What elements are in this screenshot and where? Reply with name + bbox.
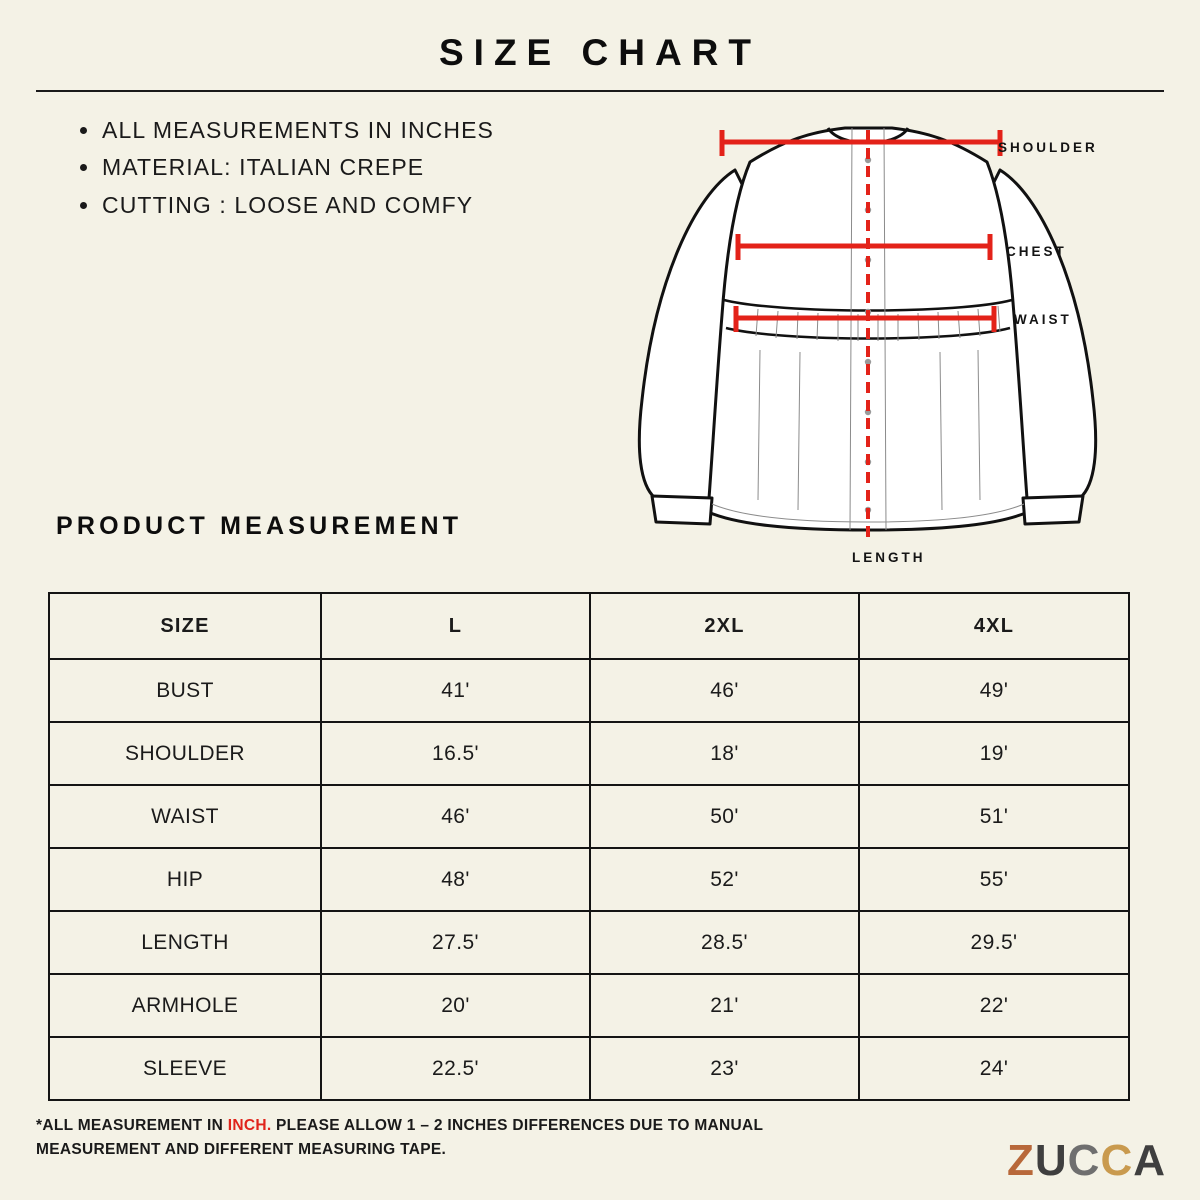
measurement-table [48,592,1130,1101]
garment-illustration [600,100,1160,590]
table-header-row [49,593,1129,659]
row-label: ARMHOLE [49,974,321,1037]
row-label: WAIST [49,785,321,848]
cell-2xl: 28.5' [590,911,859,974]
column-header-l: L [321,593,590,659]
cell-l: 48' [321,848,590,911]
cell-2xl: 21' [590,974,859,1037]
row-label: LENGTH [49,911,321,974]
cell-4xl: 55' [859,848,1129,911]
cell-4xl: 51' [859,785,1129,848]
row-label: HIP [49,848,321,911]
cell-l: 41' [321,659,590,722]
column-header-4xl: 4XL [859,593,1129,659]
cell-4xl: 19' [859,722,1129,785]
table-row [49,974,1129,1037]
callout-waist: WAIST [1014,312,1072,327]
table-row [49,659,1129,722]
cell-l: 20' [321,974,590,1037]
row-label: SHOULDER [49,722,321,785]
table-row [49,911,1129,974]
cell-4xl: 49' [859,659,1129,722]
table-row [49,848,1129,911]
logo-letter-u: U [1034,1136,1068,1185]
cell-4xl: 29.5' [859,911,1129,974]
table-row [49,722,1129,785]
row-label: SLEEVE [49,1037,321,1100]
cell-l: 46' [321,785,590,848]
page-title: SIZE CHART [439,32,761,73]
table-row [49,1037,1129,1100]
table-row [49,785,1129,848]
logo-letter-a: A [1133,1136,1166,1185]
cell-2xl: 18' [590,722,859,785]
cell-l: 16.5' [321,722,590,785]
callout-shoulder: SHOULDER [998,140,1098,155]
measurement-table-wrap [48,592,1128,1101]
cell-l: 27.5' [321,911,590,974]
column-header-2xl: 2XL [590,593,859,659]
cell-4xl: 22' [859,974,1129,1037]
list-item: MATERIAL: ITALIAN CREPE [76,149,1164,186]
logo-letter-c1: C [1067,1136,1101,1185]
footnote-highlight: INCH. [227,1117,272,1134]
title-divider [36,90,1164,92]
cell-2xl: 46' [590,659,859,722]
footnote-part-2: PLEASE ALLOW 1 – 2 INCHES DIFFERENCES DUE TO MANUAL MEASUREMENT AND DIFFERENT MEASURING TAPE. [36,1117,763,1159]
callout-length: LENGTH [852,550,926,565]
callout-chest: CHEST [1006,244,1067,259]
list-item: CUTTING : LOOSE AND COMFY [76,187,1164,224]
section-heading: PRODUCT MEASUREMENT [56,512,463,540]
column-header-size: SIZE [49,593,321,659]
cell-2xl: 52' [590,848,859,911]
blouse-drawing-icon [600,100,1160,590]
footnote [36,1114,866,1162]
cell-2xl: 23' [590,1037,859,1100]
logo-letter-z: Z [1006,1136,1035,1185]
list-item: ALL MEASUREMENTS IN INCHES [76,112,1164,149]
brand-logo [1007,1136,1166,1186]
row-label: BUST [49,659,321,722]
logo-letter-c2: C [1100,1136,1134,1185]
cell-2xl: 50' [590,785,859,848]
cell-4xl: 24' [859,1037,1129,1100]
footnote-part-1: *ALL MEASUREMENT IN [36,1117,228,1134]
cell-l: 22.5' [321,1037,590,1100]
